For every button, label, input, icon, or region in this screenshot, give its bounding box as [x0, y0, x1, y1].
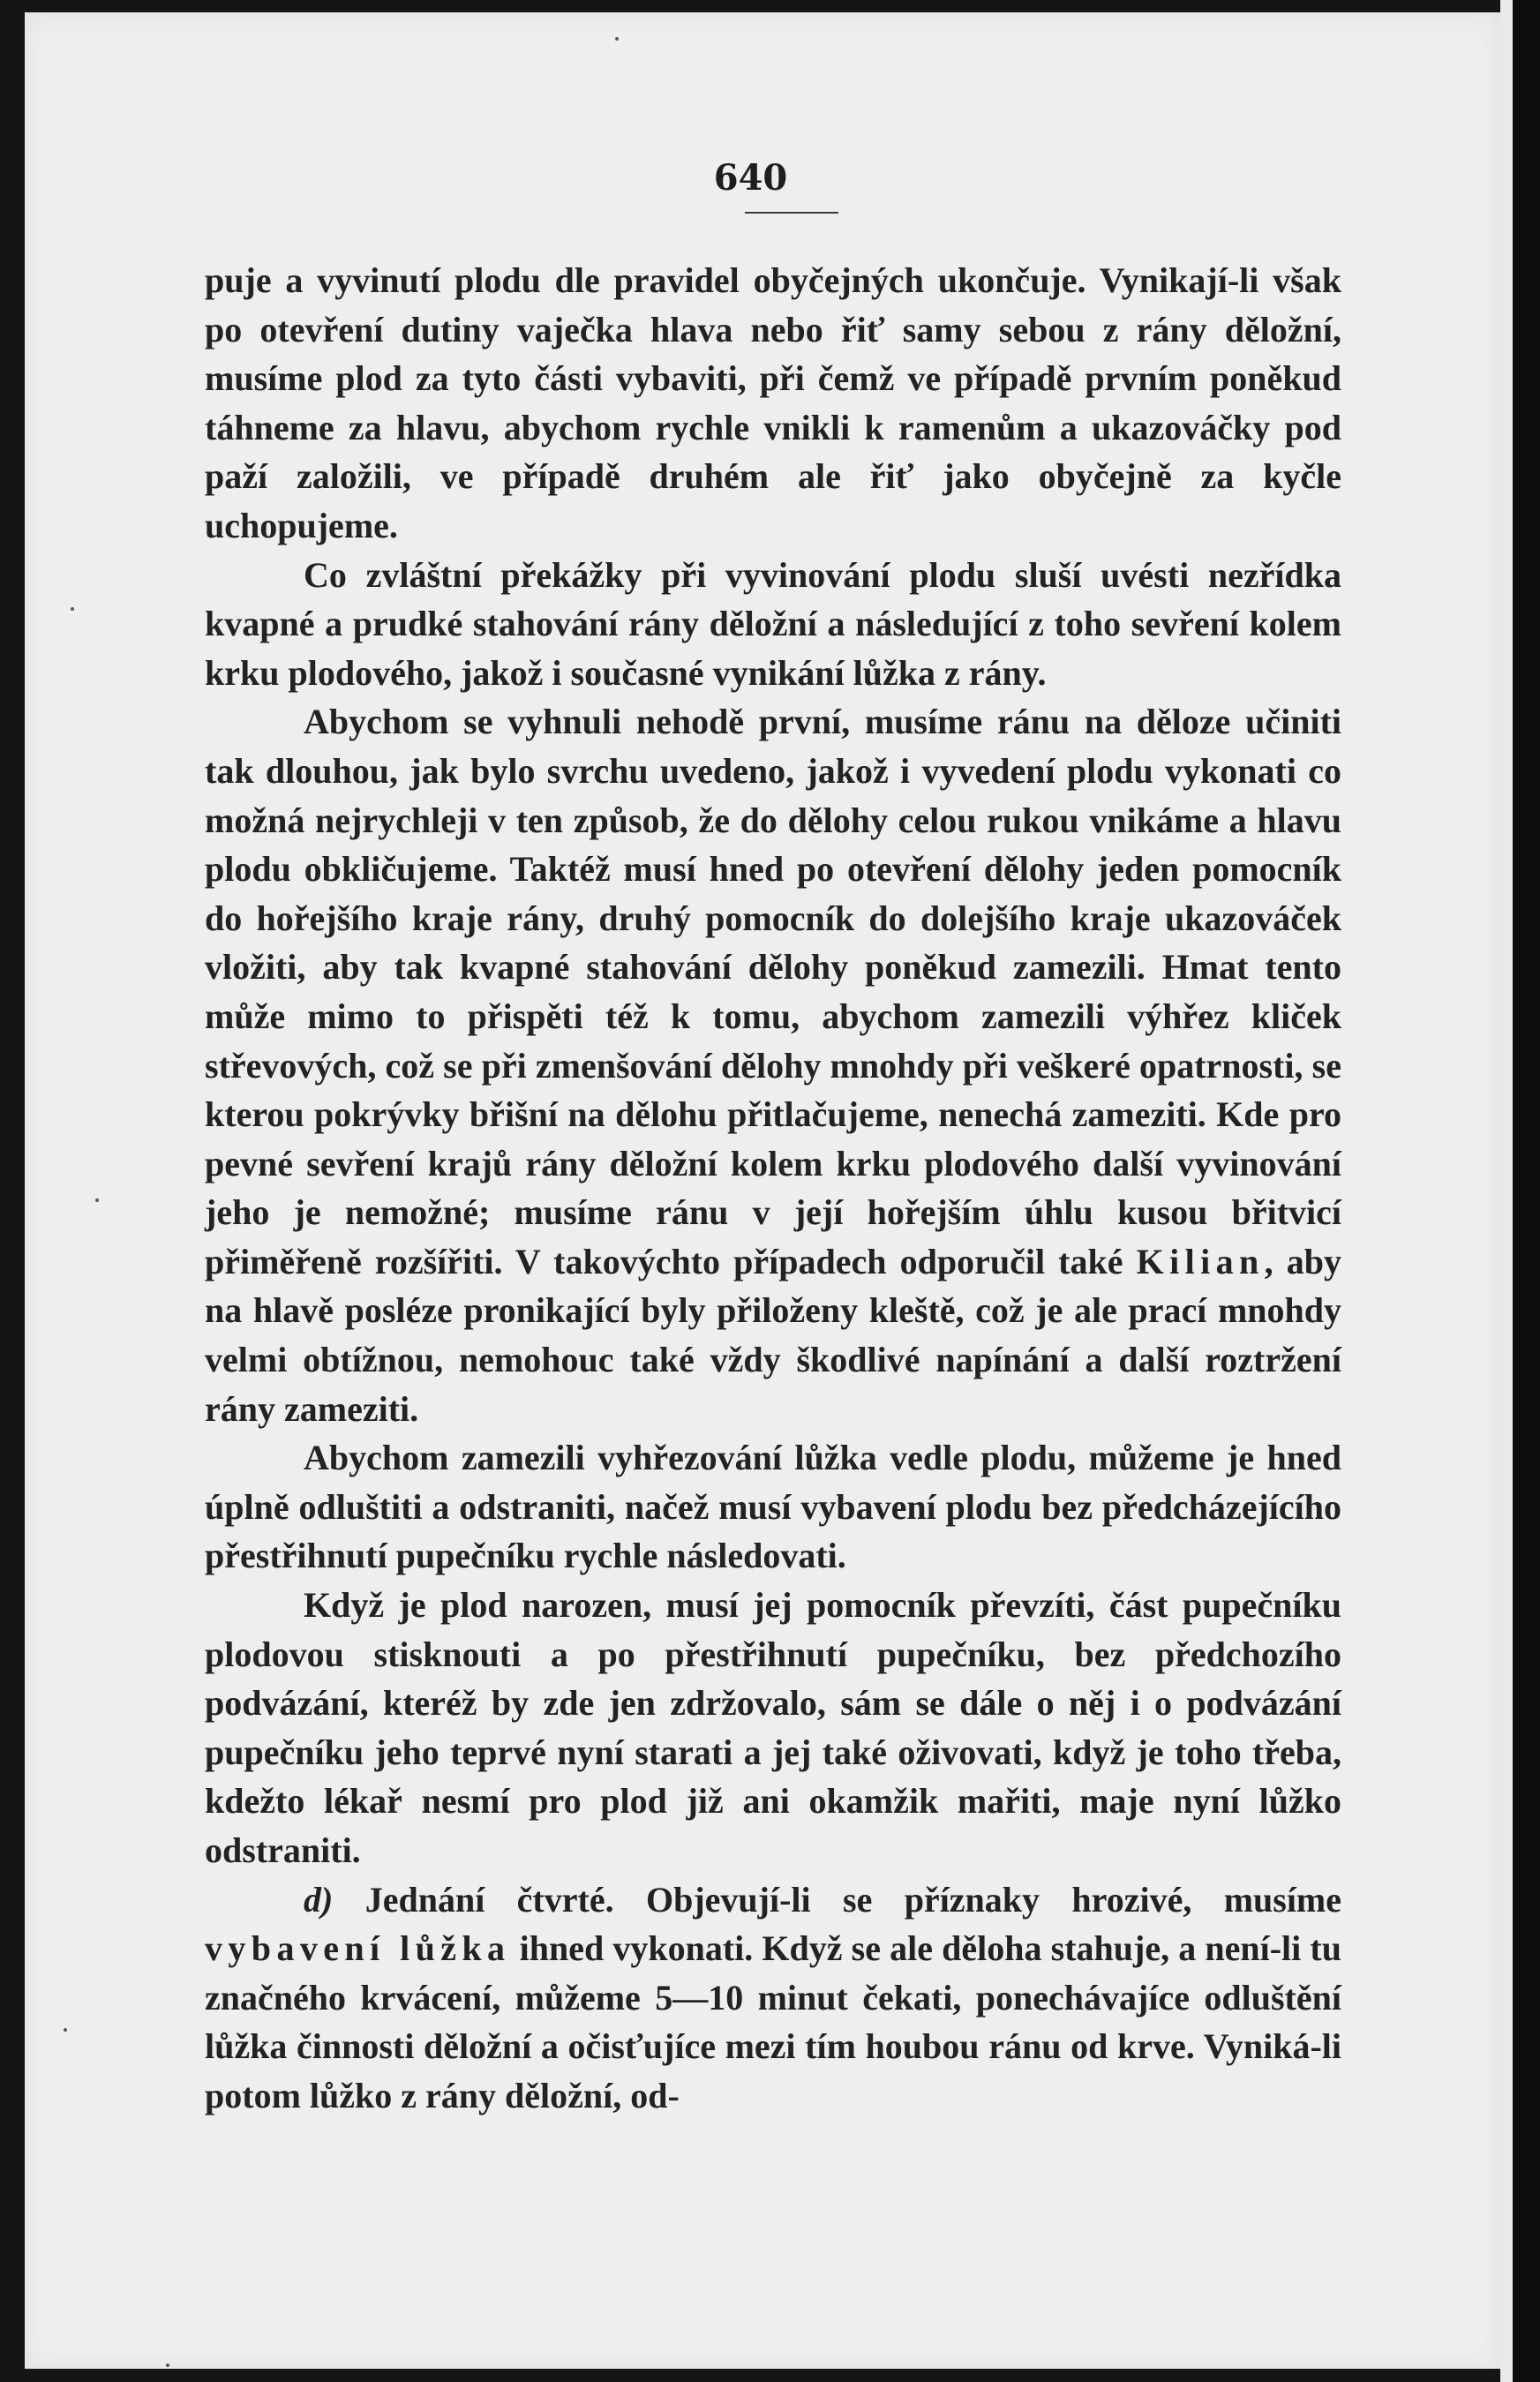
paragraph-4: Abychom zamezili vyhřezování lůžka vedle plodu, můžeme je hned úplně odluštiti a odstraniti, načež musí vybavení plodu bez předcházejícího přestřihnutí pupečníku rychle následovati.	[205, 1438, 1341, 1576]
section-heading: Jednání čtvrté.	[364, 1879, 614, 1920]
paragraph-6-text-b: ihned vykonati. Když se ale děloha stahuje, a není-li tu značného krvácení, můžeme 5—10 minut čekati, ponechávajíce odluštění lůžka činnosti děložní a očisťujíce mezi tím houbou ránu od krve. Vyniká-li potom lůžko z rány děložní, od-	[205, 1928, 1341, 2115]
spaced-emphasis: vybavení lůžka	[205, 1928, 511, 1969]
page-number-rule	[745, 212, 838, 214]
scan-speck	[615, 37, 619, 41]
paragraph-1: puje a vyvinutí plodu dle pravidel obyčejných ukončuje. Vynikají-li však po otevření dutiny vaječka hlava nebo řiť samy sebou z rány děložní, musíme plod za tyto části vybaviti, při čemž ve případě prvním poněkud táhneme za hlavu, abychom rychle vnikli k ramenům a ukazováčky pod paží založili, ve případě druhém ale řiť jako obyčejně za kyčle uchopujeme.	[205, 260, 1341, 545]
body-text	[205, 256, 1341, 2121]
scan-speck	[166, 2363, 169, 2367]
paragraph-5: Když je plod narozen, musí jej pomocník převzíti, část pupečníku plodovou stisknouti a po přestřihnutí pupečníku, bez předchozího podvázání, kteréž by zde jen zdržovalo, sám se dále o něj i o podvázání pupečníku jeho teprvé nyní starati a jej také oživovati, když je toho třeba, kdežto lékař nesmí pro plod již ani okamžik mařiti, maje nyní lůžko odstraniti.	[205, 1585, 1341, 1870]
paragraph-3	[205, 697, 1341, 1433]
paragraph-6	[205, 1875, 1341, 2121]
page-number: 640	[713, 157, 788, 199]
scan-speck	[71, 607, 74, 611]
scan-speck	[95, 1199, 99, 1202]
next-page-edge	[1500, 0, 1513, 2382]
paragraph-3-text-a: Abychom se vyhnuli nehodě první, musíme ránu na děloze učiniti tak dlouhou, jak bylo svrchu uvedeno, jakož i vyvedení plodu vykonati co možná nejrychleji v ten způsob, že do dělohy celou rukou vnikáme a hlavu plodu obkličujeme. Taktéž musí hned po otevření dělohy jeden pomocník do hořejšího kraje rány, druhý pomocník do dolejšího kraje ukazováček vložiti, aby tak kvapné stahování dělohy poněkud zamezili. Hmat tento může mimo to přispěti též k tomu, abychom zamezili výhřez kliček střevových, což se při zmenšování dělohy mnohdy při veškeré opatrnosti, se kterou pokrývky břišní na dělohu přitlačujeme, nenechá zameziti. Kde pro pevné sevření krajů rány děložní kolem krku plodového další vyvinování jeho je nemožné; musíme ránu v její hořejším úhlu kusou břitvicí přiměřeně rozšířiti. V takovýchto případech odporučil také	[205, 702, 1341, 1281]
scan-speck	[64, 2028, 67, 2032]
paragraph-3-text-b: , aby na hlavě posléze pronikající byly přiloženy kleště, což je ale prací mnohdy velmi obtížnou, nemohouc také vždy škodlivé napínání a další roztržení rány zameziti.	[205, 1241, 1342, 1429]
paragraph-2: Co zvláštní překážky při vyvinování plodu sluší uvésti nezřídka kvapné a prudké stahování rány děložní a následující z toho sevření kolem krku plodového, jakož i současné vynikání lůžka z rány.	[205, 554, 1341, 693]
page-gutter	[1513, 0, 1540, 2382]
section-label: d)	[304, 1879, 334, 1920]
author-name-kilian: Kilian	[1136, 1241, 1265, 1281]
paragraph-6-text-a: Objevují-li se příznaky hrozivé, musíme	[645, 1879, 1342, 1920]
